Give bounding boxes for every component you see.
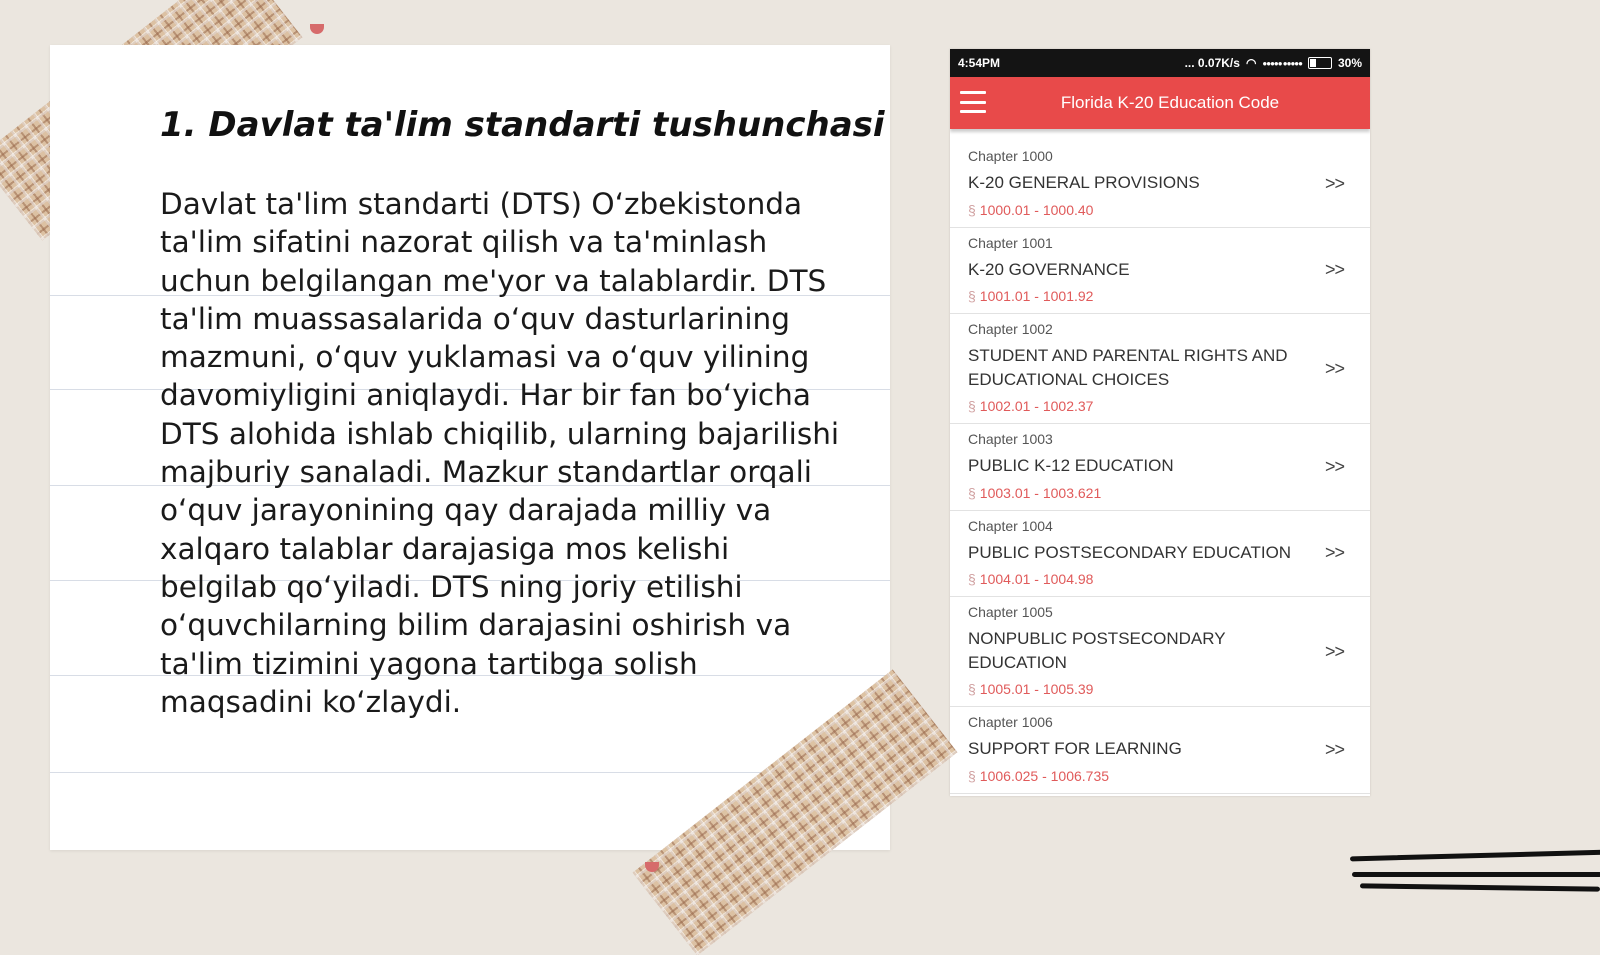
chapter-number: Chapter 1002 [968,321,1053,337]
section-range-text: 1003.01 - 1003.621 [979,484,1102,501]
chapter-row[interactable] [950,141,1370,228]
status-indicators [1185,56,1362,70]
chapter-row[interactable] [950,511,1370,598]
chapter-section-range [968,397,1300,415]
chevron-right-icon[interactable]: >> [1324,456,1344,477]
wifi-icon: ◠ [1245,56,1257,70]
chapter-title: K-20 GENERAL PROVISIONS [968,173,1200,192]
chapter-number: Chapter 1005 [968,604,1053,620]
chapter-section-range [968,680,1300,698]
chapter-row[interactable] [950,707,1370,794]
section-range-text: 1005.01 - 1005.39 [979,681,1094,697]
signal-icon: ●●●●● ●●●●● [1262,58,1302,68]
chevron-right-icon[interactable]: >> [1324,542,1344,563]
scribble-line [1350,850,1600,862]
section-range-text: 1000.01 - 1000.40 [979,201,1094,218]
chapter-title: K-20 GOVERNANCE [968,259,1130,279]
phone-screenshot [950,49,1370,796]
chapter-section-range [968,201,1300,219]
chevron-right-icon[interactable]: >> [1324,641,1344,661]
section-icon: § [968,767,976,784]
slide-body-text: Davlat ta'lim standarti (DTS) O‘zbekistonda ta'lim sifatini nazorat qilish va ta'minlash uchun belgilangan me'yor va talablardir. DTS ta'lim muassasalarida o‘quv dasturlarining mazmuni, o‘quv yuklamasi va o‘quv yilining davomiyligini aniqlaydi. Har bir fan bo‘yicha DTS alohida ishlab chiqilib, ularning bajarilishi majburiy sanaladi. Mazkur standartlar orqali o‘quv jarayonining qay darajada milliy va xalqaro talablar darajasiga mos kelishi belgilab qo‘yiladi. DTS ning joriy etilishi o‘quvchilarning bilim darajasini oshirish va ta'lim tizimini yagona tartibga solish maqsadini ko‘zlaydi. [160,187,840,719]
scribble-line [1360,883,1600,891]
pin-top [310,24,324,34]
chapter-title: STUDENT AND PARENTAL RIGHTS AND EDUCATIONAL CHOICES [968,346,1288,389]
chapter-row[interactable] [950,424,1370,511]
section-icon: § [968,398,976,414]
chapter-title: NONPUBLIC POSTSECONDARY EDUCATION [968,629,1226,672]
menu-icon[interactable] [960,91,986,113]
section-range-text: 1001.01 - 1001.92 [979,288,1094,304]
chapter-number: Chapter 1006 [968,714,1053,730]
chevron-right-icon[interactable]: >> [1324,173,1344,194]
chevron-right-icon[interactable]: >> [1324,358,1344,378]
chapter-number: Chapter 1004 [968,517,1053,534]
section-icon: § [968,201,976,218]
section-range-text: 1006.025 - 1006.735 [979,767,1110,784]
chapter-row[interactable] [950,597,1370,707]
app-title: Florida K-20 Education Code [1060,93,1280,112]
slide-title: 1. Davlat ta'lim standarti tushunchasi [160,105,885,145]
section-icon: § [968,571,976,587]
chevron-right-icon[interactable]: >> [1324,739,1344,760]
section-icon: § [968,288,976,304]
app-bar [950,77,1370,129]
battery-percent: 30% [1337,56,1362,70]
chapter-section-range [968,484,1300,502]
chapter-number: Chapter 1003 [968,431,1053,447]
chapter-row[interactable] [950,228,1370,315]
notebook-paper [50,45,890,850]
battery-icon [1308,57,1332,69]
status-time: 4:54PM [958,56,1001,70]
chevron-right-icon[interactable]: >> [1324,259,1344,280]
scribble-line [1352,872,1600,877]
network-speed: ... 0.07K/s [1184,56,1240,70]
status-bar [950,49,1370,77]
chapter-title: PUBLIC K-12 EDUCATION [968,456,1174,475]
chapter-row[interactable] [950,314,1370,424]
chapter-number: Chapter 1001 [968,234,1053,251]
chapter-section-range [968,767,1300,785]
chapter-section-range [968,287,1300,305]
chapter-title: SUPPORT FOR LEARNING [968,739,1182,758]
section-icon: § [968,681,976,697]
section-icon: § [968,484,976,501]
chapter-section-range [968,570,1300,588]
section-range-text: 1002.01 - 1002.37 [979,398,1094,414]
chapter-list [950,129,1370,794]
section-range-text: 1004.01 - 1004.98 [979,571,1094,587]
chapter-title: PUBLIC POSTSECONDARY EDUCATION [968,542,1292,562]
chapter-number: Chapter 1000 [968,148,1053,164]
